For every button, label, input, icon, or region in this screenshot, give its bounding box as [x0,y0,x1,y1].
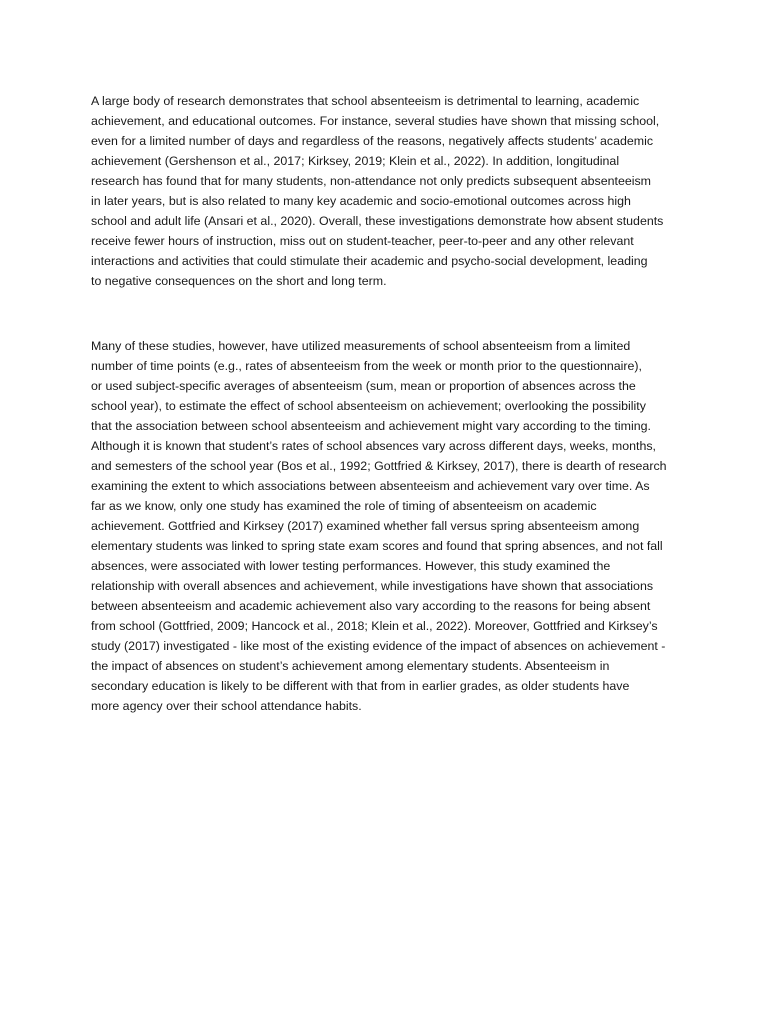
text-line: to negative consequences on the short and long term. [91,274,387,288]
text-line: interactions and activities that could stimulate their academic and psycho-social development, leading [91,254,648,268]
text-line: examining the extent to which associations between absenteeism and achievement vary over time. As [91,479,650,493]
text-line: the impact of absences on student’s achievement among elementary students. Absenteeism in [91,659,610,673]
text-line: more agency over their school attendance habits. [91,699,362,713]
text-line: or used subject-specific averages of absenteeism (sum, mean or proportion of absences across the [91,379,636,393]
text-line: between absenteeism and academic achievement also vary according to the reasons for being absent [91,599,651,613]
paragraph-2 [91,336,681,716]
text-line: A large body of research demonstrates that school absenteeism is detrimental to learning, academic [91,94,640,108]
text-line: receive fewer hours of instruction, miss out on student-teacher, peer-to-peer and any other relevant [91,234,634,248]
text-line: achievement. Gottfried and Kirksey (2017) examined whether fall versus spring absenteeism among [91,519,640,533]
text-line: school year), to estimate the effect of school absenteeism on achievement; overlooking the possibility [91,399,646,413]
text-line: research has found that for many students, non-attendance not only predicts subsequent absenteeism [91,174,651,188]
text-line: school and adult life (Ansari et al., 2020). Overall, these investigations demonstrate how absent students [91,214,664,228]
paragraph-1 [91,91,681,291]
text-line: far as we know, only one study has examined the role of timing of absenteeism on academic [91,499,597,513]
text-line: Although it is known that student’s rates of school absences vary across different days, weeks, months, [91,439,656,453]
text-line: secondary education is likely to be different with that from in earlier grades, as older students have [91,679,630,693]
text-line: number of time points (e.g., rates of absenteeism from the week or month prior to the questionnaire), [91,359,642,373]
text-line: achievement (Gershenson et al., 2017; Kirksey, 2019; Klein et al., 2022). In addition, longitudinal [91,154,620,168]
text-line: Many of these studies, however, have utilized measurements of school absenteeism from a limited [91,339,631,353]
text-line: achievement, and educational outcomes. For instance, several studies have shown that missing school, [91,114,660,128]
text-line: in later years, but is also related to many key academic and socio-emotional outcomes across high [91,194,631,208]
text-line: that the association between school absenteeism and achievement might vary according to the timing. [91,419,651,433]
text-line: absences, were associated with lower testing performances. However, this study examined the [91,559,611,573]
text-line: study (2017) investigated - like most of the existing evidence of the impact of absences on achievement - [91,639,666,653]
text-line: from school (Gottfried, 2009; Hancock et al., 2018; Klein et al., 2022). Moreover, Gottfried and Kirksey’s [91,619,658,633]
text-line: even for a limited number of days and regardless of the reasons, negatively affects students’ academic [91,134,654,148]
text-line: and semesters of the school year (Bos et al., 1992; Gottfried & Kirksey, 2017), there is dearth of research [91,459,667,473]
text-line: relationship with overall absences and achievement, while investigations have shown that associations [91,579,654,593]
text-line: elementary students was linked to spring state exam scores and found that spring absences, and not fall [91,539,663,553]
